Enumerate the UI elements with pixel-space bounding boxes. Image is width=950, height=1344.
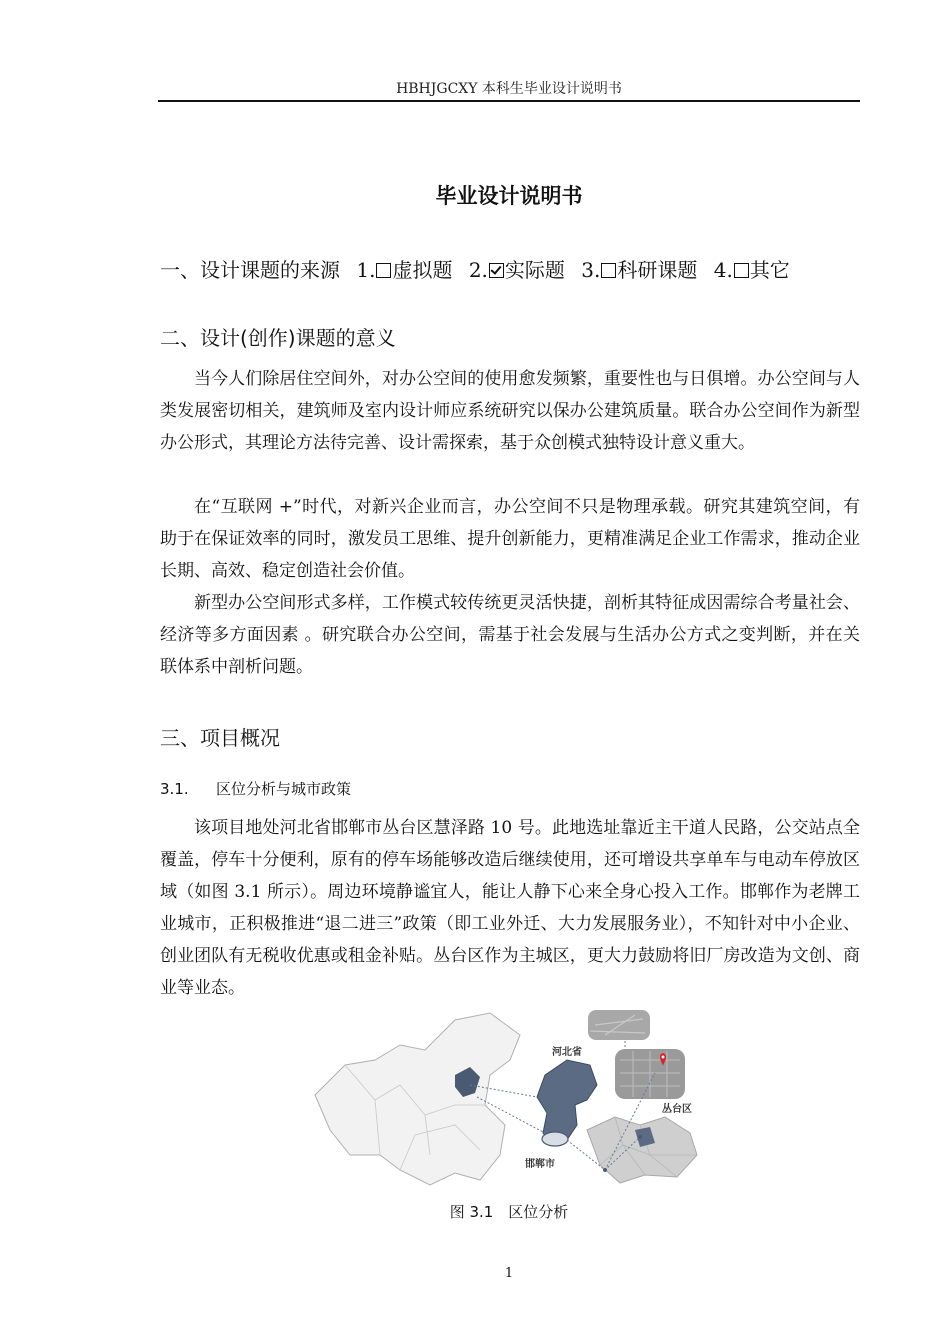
section-3-heading: 三、项目概况 (160, 726, 280, 750)
hebei-label: 河北省 (552, 1047, 582, 1058)
handan-marker (542, 1132, 568, 1146)
option-virtual: 1. 虚拟题 (356, 258, 453, 282)
section-2-heading: 二、设计(创作)课题的意义 (160, 326, 396, 350)
section-2-paragraph-1: 当今人们除居住空间外，对办公空间的使用愈发频繁，重要性也与日俱增。办公空间与人类发展密切相关，建筑师及室内设计师应系统研究以保办公建筑质量。联合办公空间作为新型办公形式，其理论方法待完善、设计需探索，基于众创模式独特设计意义重大。 (160, 369, 860, 453)
congtai-label: 丛台区 (662, 1104, 692, 1115)
checkbox-research (601, 263, 616, 278)
option-actual: 2. 实际题 (468, 258, 565, 282)
figure-caption: 图 3.1 区位分析 (449, 1203, 569, 1221)
option-other: 4. 其它 (713, 258, 790, 282)
subsection-3-1-heading (160, 778, 351, 799)
section-2-paragraph-2: 在“互联网 +”时代，对新兴企业而言，办公空间不只是物理承载。研究其建筑空间，有助于在保证效率的同时，激发员工思维、提升创新能力，更精准满足企业工作需求，推动企业长期、高效、稳定创造社会价值。 (160, 497, 860, 581)
section-3-paragraph: 该项目地处河北省邯郸市丛台区慧泽路 10 号。此地选址靠近主干道人民路，公交站点全覆盖，停车十分便利，原有的停车场能够改造后继续使用，还可增设共享单车与电动车停放区域（如图 3.1 所示）。周边环境静谧宜人，能让人静下心来全身心投入工作。邯郸作为老牌工业城市，正积极推进“退二进三”政策（即工业外迁、大力发展服务业），不知针对中小企业、创业团队有无税收优惠或租金补贴。丛台区作为主城区，更大力鼓励将旧厂房改造为文创、商业等业态。 (160, 818, 860, 998)
header-divider (158, 100, 860, 102)
handan-city-shape (587, 1117, 697, 1183)
page-number: 1 (504, 1266, 514, 1281)
subsection-number: 3.1. (160, 780, 189, 798)
checkbox-other (734, 263, 749, 278)
location-analysis-map (305, 1005, 705, 1190)
document-title: 毕业设计说明书 (435, 184, 583, 208)
running-header: HBHJGCXY 本科生毕业设计说明书 (396, 81, 622, 97)
checkbox-actual-checked (489, 263, 504, 278)
option-research: 3. 科研课题 (581, 258, 698, 282)
section-1-heading: 一、设计课题的来源 (160, 258, 340, 282)
section-1-heading-line (160, 254, 860, 283)
china-map-outline (315, 1013, 520, 1185)
subsection-title: 区位分析与城市政策 (216, 780, 352, 798)
section-2-paragraph-3: 新型办公空间形式多样，工作模式较传统更灵活快捷，剖析其特征成因需综合考量社会、经济等多方面因素 。研究联合办公空间，需基于社会发展与生活办公方式之变判断，并在关联体系中剖析问题。 (160, 593, 860, 677)
checkbox-virtual (376, 263, 391, 278)
handan-label: 邯郸市 (525, 1159, 555, 1170)
